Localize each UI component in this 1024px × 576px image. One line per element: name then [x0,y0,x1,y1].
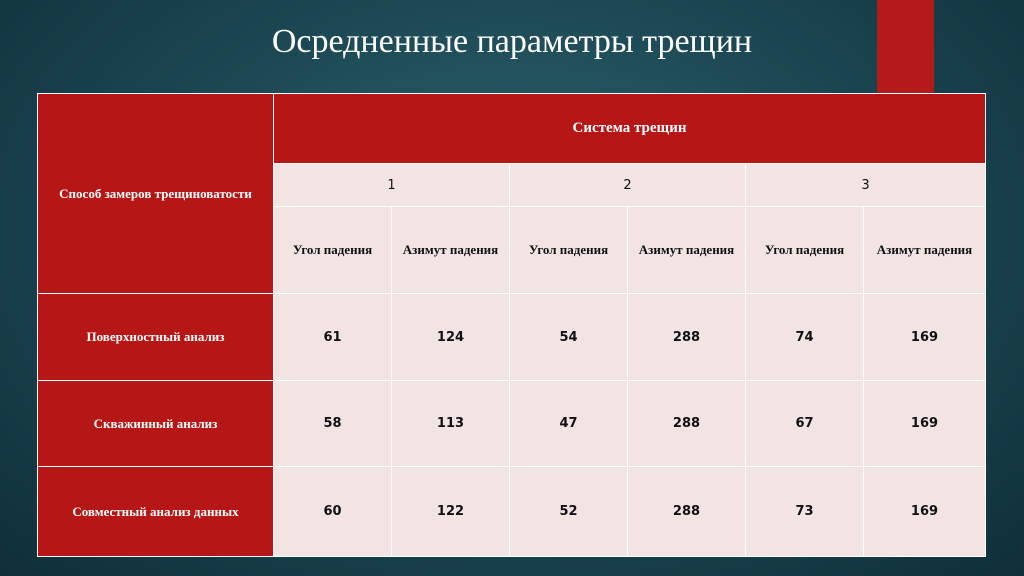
corner-header: Способ замеров трещиноватости [38,94,274,294]
page-title: Осредненные параметры трещин [271,23,753,60]
column-header: Азимут падения [628,207,746,294]
table-row [38,294,986,381]
table-cell: 169 [864,467,986,557]
column-header: Угол падения [274,207,392,294]
table-cell: 288 [628,467,746,557]
table-cell: 113 [392,381,510,467]
table-cell: 58 [274,381,392,467]
table-cell: 169 [864,381,986,467]
column-header: Угол падения [746,207,864,294]
table-cell: 52 [510,467,628,557]
table-row [38,381,986,467]
column-header: Угол падения [510,207,628,294]
table-cell: 74 [746,294,864,381]
table-cell: 60 [274,467,392,557]
table-cell: 288 [628,294,746,381]
table-cell: 288 [628,381,746,467]
column-header: Азимут падения [864,207,986,294]
table-cell: 169 [864,294,986,381]
table-cell: 54 [510,294,628,381]
row-label: Поверхностный анализ [38,294,274,381]
table-cell: 122 [392,467,510,557]
system-header: 2 [510,164,746,207]
parameters-table [37,93,986,557]
table-row [38,467,986,557]
system-header: 1 [274,164,510,207]
group-header: Система трещин [274,94,986,164]
column-header: Азимут падения [392,207,510,294]
table-cell: 124 [392,294,510,381]
table-cell: 67 [746,381,864,467]
row-label: Скважинный анализ [38,381,274,467]
row-label: Совместный анализ данных [38,467,274,557]
table-cell: 61 [274,294,392,381]
system-header: 3 [746,164,986,207]
table-cell: 47 [510,381,628,467]
table-cell: 73 [746,467,864,557]
